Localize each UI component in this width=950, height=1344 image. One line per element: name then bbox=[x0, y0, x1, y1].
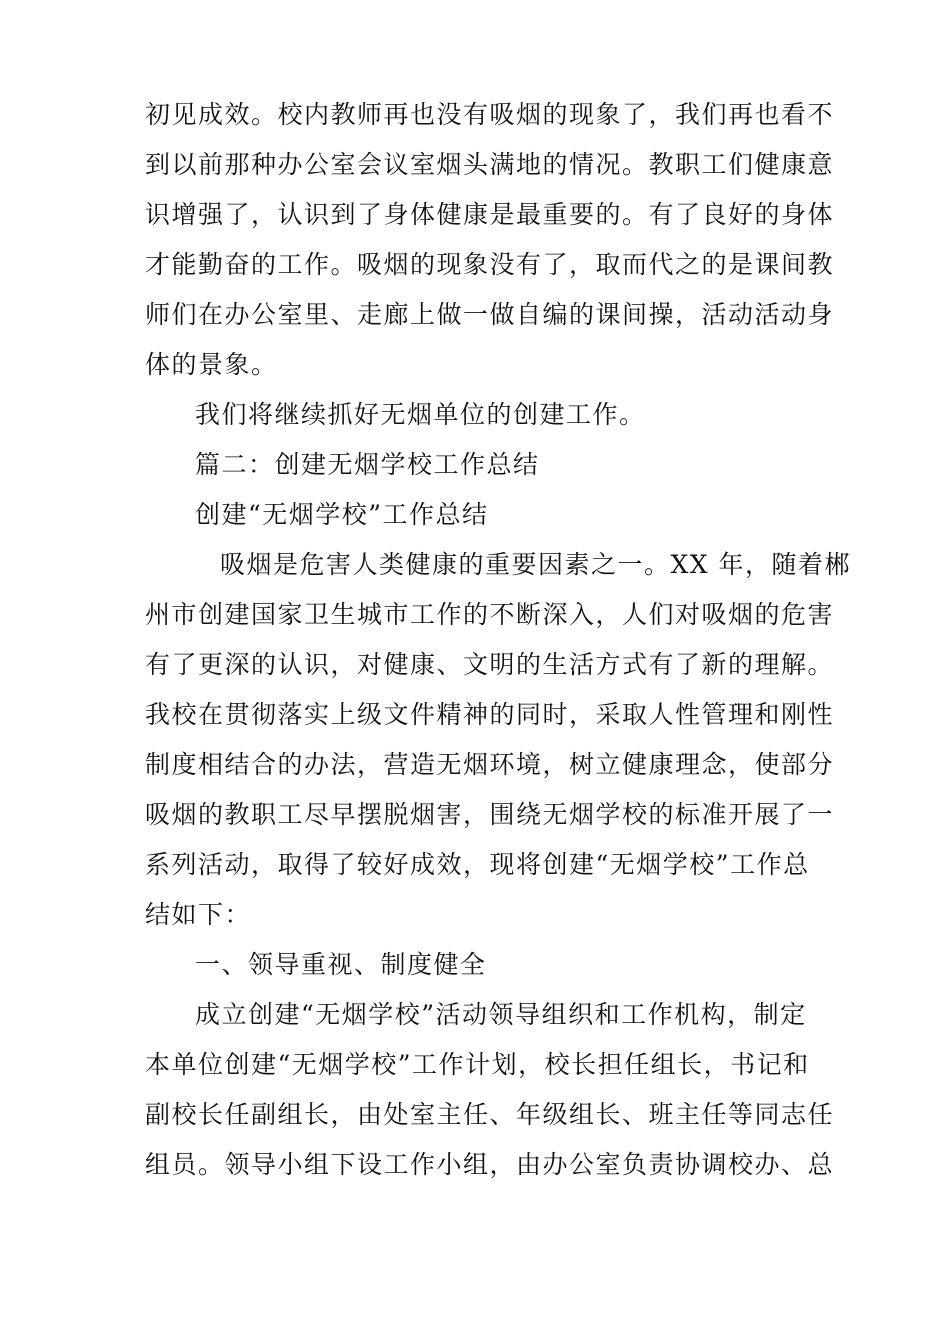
body-line: 体的景象。 bbox=[145, 350, 278, 379]
body-line: 到以前那种办公室会议室烟头满地的情况。教职工们健康意 bbox=[145, 150, 835, 179]
body-line: 吸烟的教职工尽早摆脱烟害，围绕无烟学校的标准开展了一 bbox=[145, 800, 835, 829]
body-line: 州市创建国家卫生城市工作的不断深入，人们对吸烟的危害 bbox=[145, 600, 835, 629]
document-body bbox=[145, 90, 852, 1190]
body-line: 我们将继续抓好无烟单位的创建工作。 bbox=[195, 400, 646, 429]
body-line: 副校长任副组长，由处室主任、年级组长、班主任等同志任 bbox=[145, 1100, 835, 1129]
body-line: 有了更深的认识，对健康、文明的生活方式有了新的理解。 bbox=[145, 650, 835, 679]
body-line: 系列活动，取得了较好成效，现将创建“无烟学校”工作总 bbox=[145, 850, 810, 879]
body-line: 师们在办公室里、走廊上做一做自编的课间操，活动活动身 bbox=[145, 300, 835, 329]
body-line: 组员。领导小组下设工作小组，由办公室负责协调校办、总 bbox=[145, 1150, 835, 1179]
body-line: 才能勤奋的工作。吸烟的现象没有了，取而代之的是课间教 bbox=[145, 250, 835, 279]
body-line: 吸烟是危害人类健康的重要因素之一。XX 年，随着郴 bbox=[220, 550, 852, 579]
body-line: 成立创建“无烟学校”活动领导组织和工作机构，制定 bbox=[195, 1000, 807, 1029]
body-line: 制度相结合的办法，营造无烟环境，树立健康理念，使部分 bbox=[145, 750, 835, 779]
body-line: 本单位创建“无烟学校”工作计划，校长担任组长，书记和 bbox=[145, 1050, 810, 1079]
article-title: 创建“无烟学校”工作总结 bbox=[195, 500, 489, 529]
body-line: 识增强了，认识到了身体健康是最重要的。有了良好的身体 bbox=[145, 200, 835, 229]
body-line: 初见成效。校内教师再也没有吸烟的现象了，我们再也看不 bbox=[145, 100, 835, 129]
section-heading: 篇二：创建无烟学校工作总结 bbox=[195, 450, 540, 479]
body-line: 结如下： bbox=[145, 900, 252, 929]
body-line: 我校在贯彻落实上级文件精神的同时，采取人性管理和刚性 bbox=[145, 700, 835, 729]
subsection-heading: 一、领导重视、制度健全 bbox=[195, 950, 487, 979]
